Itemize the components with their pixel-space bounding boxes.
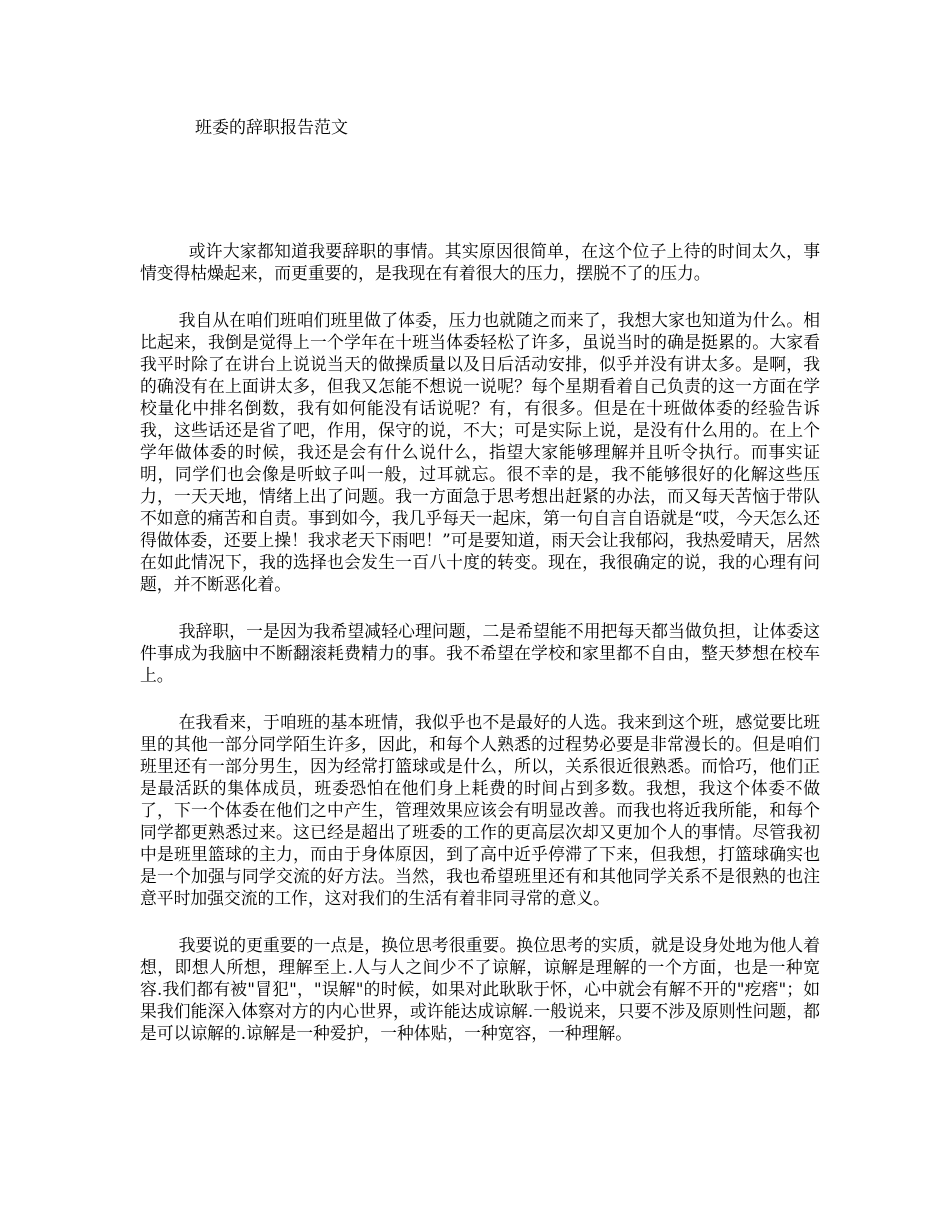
paragraph-1: 或许大家都知道我要辞职的事情。其实原因很简单，在这个位子上待的时间太久，事情变得枯燥起来，而更重要的，是我现在有着很大的压力，摆脱不了的压力。 (140, 241, 820, 283)
paragraph-5: 我要说的更重要的一点是，换位思考很重要。换位思考的实质，就是设身处地为他人着想，即想人所想，理解至上.人与人之间少不了谅解，谅解是理解的一个方面，也是一种宽容.我们都有被"冒犯"，"误解"的时候，如果对此耿耿于怀，心中就会有解不开的"疙瘩"；如果我们能深入体察对方的内心世界，或许能达成谅解.一般说来，只要不涉及原则性问题，都是可以谅解的.谅解是一种爱护，一种体贴，一种宽容，一种理解。 (140, 935, 820, 1043)
paragraph-3: 我辞职，一是因为我希望减轻心理问题，二是希望能不用把每天都当做负担，让体委这件事成为我脑中不断翻滚耗费精力的事。我不希望在学校和家里都不自由，整天梦想在校车上。 (140, 621, 820, 685)
paragraph-4: 在我看来，于咱班的基本班情，我似乎也不是最好的人选。我来到这个班，感觉要比班里的其他一部分同学陌生许多，因此，和每个人熟悉的过程势必要是非常漫长的。但是咱们班里还有一部分男生，因为经常打篮球或是什么，所以，关系很近很熟悉。而恰巧，他们正是最活跃的集体成员，班委恐怕在他们身上耗费的时间占到多数。我想，我这个体委不做了，下一个体委在他们之中产生，管理效果应该会有明显改善。而我也将近我所能，和每个同学都更熟悉过来。这已经是超出了班委的工作的更高层次却又更加个人的事情。尽管我初中是班里篮球的主力，而由于身体原因，到了高中近乎停滞了下来，但我想，打篮球确实也是一个加强与同学交流的好方法。当然，我也希望班里还有和其他同学关系不是很熟的也注意平时加强交流的工作，这对我们的生活有着非同寻常的意义。 (140, 712, 820, 908)
document-body (140, 240, 820, 1069)
page-title: 班委的辞职报告范文 (195, 118, 348, 138)
paragraph-2: 我自从在咱们班咱们班里做了体委，压力也就随之而来了，我想大家也知道为什么。相比起来，我倒是觉得上一个学年在十班当体委轻松了许多，虽说当时的确是挺累的。大家看我平时除了在讲台上说说当天的做操质量以及日后活动安排，似乎并没有讲太多。是啊，我的确没有在上面讲太多，但我又怎能不想说一说呢？每个星期看着自己负责的这一方面在学校量化中排名倒数，我有如何能没有话说呢？有，有很多。但是在十班做体委的经验告诉我，这些话还是省了吧，作用，保守的说，不大；可是实际上说，是没有什么用的。在上个学年做体委的时候，我还是会有什么说什么，指望大家能够理解并且听令执行。而事实证明，同学们也会像是听蚊子叫一般，过耳就忘。很不幸的是，我不能够很好的化解这些压力，一天天地，情绪上出了问题。我一方面急于思考想出赶紧的办法，而又每天苦恼于带队不如意的痛苦和自责。事到如今，我几乎每天一起床，第一句自言自语就是“哎，今天怎么还得做体委，还要上操！我求老天下雨吧！”可是要知道，雨天会让我郁闷，我热爱晴天，居然在如此情况下，我的选择也会发生一百八十度的转变。现在，我很确定的说，我的心理有问题，并不断恶化着。 (140, 310, 820, 594)
